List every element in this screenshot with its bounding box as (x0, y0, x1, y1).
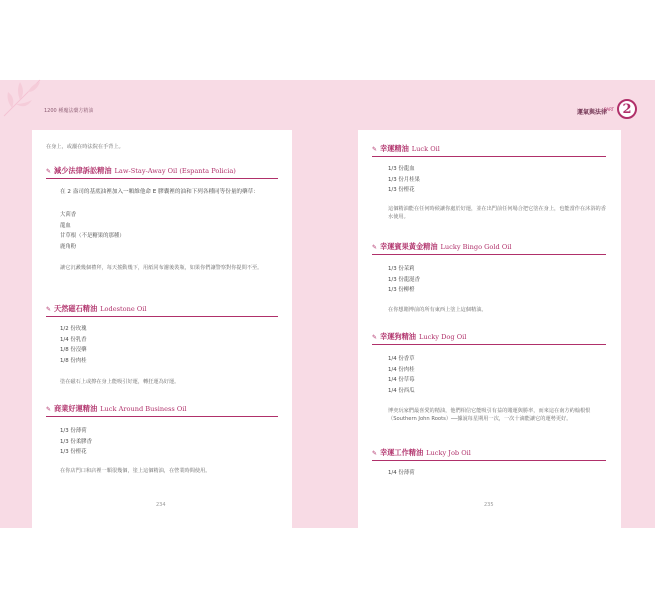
heading-title-en: Luck Oil (411, 145, 440, 153)
ingredient-list (388, 468, 415, 479)
part-number: 2 (617, 99, 637, 119)
list-item: 1/4 份薄荷 (388, 470, 415, 476)
list-item: 1/8 份肉桂 (60, 357, 87, 364)
heading-title-en: Lodestone Oil (100, 305, 147, 313)
list-item: 1/3 份柔膠香 (60, 438, 92, 445)
heading-title-en: Lucky Job Oil (426, 449, 471, 457)
section-heading (46, 404, 278, 417)
leaf-decoration-icon (2, 78, 42, 118)
section-body: 在 2 盎司的基底油裡加入一顆維他命 E 膠囊裡的油和下列各種同等份量的藥草： (60, 189, 259, 195)
ingredient-list (60, 210, 125, 252)
section-note: 讓它沉澱幾個禮拜，每天搖動幾下，用紙同布濾後裝瓶，如果你們讓警察對你提問不至。 (60, 265, 263, 271)
list-item: 1/4 份香草 (388, 356, 415, 362)
section-heading (372, 448, 606, 461)
heading-mark-icon: ✎ (46, 406, 52, 413)
ingredient-list (388, 354, 415, 396)
heading-mark-icon: ✎ (372, 334, 378, 341)
heading-title-cn: 減少法律訴訟精油 (54, 166, 112, 175)
list-item: 1/3 份月桂果 (388, 176, 420, 183)
list-item: 1/8 份沒藥 (60, 347, 87, 353)
section-note: 塗在磁石上或擦在身上能吸引好運，轉狂運為好運。 (60, 379, 180, 385)
left-running-head: 1200 種魔法藥方精油 (44, 108, 94, 114)
list-item: 1/4 份草莓 (388, 377, 415, 383)
section-heading (46, 166, 278, 179)
page-number: 234 (156, 502, 166, 508)
heading-title-cn: 幸運精油 (380, 144, 409, 153)
list-item: 1/4 份肉桂 (388, 366, 415, 373)
heading-title-cn: 天然磁石精油 (54, 304, 98, 313)
list-item: 1/3 份龍涎香 (388, 276, 420, 283)
heading-title-en: Law-Stay-Away Oil (Espanta Policia) (114, 167, 236, 175)
list-item: 1/2 份玫瑰 (60, 326, 87, 332)
list-item: 1/3 份茉莉 (388, 266, 415, 272)
part-badge (604, 99, 637, 119)
heading-mark-icon: ✎ (372, 146, 378, 153)
list-item: 1/3 份龍血 (388, 166, 415, 172)
heading-title-cn: 幸運工作精油 (380, 448, 424, 457)
section-heading (372, 144, 606, 157)
section-note: 博奕玩家們最喜愛的精油，他們相信它能吸引有益的賭運與勝率，而來這在南方約翰根恨（Southern John Roots）──據說每星期用一次，一次十滴能讓它的運勢更好。 (388, 408, 591, 422)
section-heading (372, 242, 606, 255)
list-item: 1/4 份乳香 (60, 336, 87, 343)
page-number: 235 (484, 502, 494, 508)
list-item: 1/3 份橙花 (60, 449, 87, 455)
list-item: 甘草根（不是糖果的那種） (60, 233, 125, 239)
heading-mark-icon: ✎ (46, 306, 52, 313)
list-item: 1/4 份西瓜 (388, 387, 415, 394)
right-running-head: 運氣與法律 (576, 109, 607, 116)
list-item: 大茴香 (60, 212, 77, 218)
heading-title-cn: 幸運賓果黃金精油 (380, 242, 438, 251)
heading-title-en: Lucky Dog Oil (418, 333, 467, 341)
heading-title-en: Lucky Bingo Gold Oil (440, 243, 512, 251)
list-item: 龍血 (60, 222, 71, 229)
ingredient-list (60, 426, 92, 458)
heading-title-cn: 幸運狗精油 (380, 332, 416, 341)
heading-mark-icon: ✎ (46, 168, 52, 175)
heading-title-en: Luck Around Business Oil (100, 405, 187, 413)
list-item: 1/3 份橙花 (388, 187, 415, 193)
left-page (32, 130, 292, 543)
section-note: 在你想賭博前的所有東西上塗上這個精油。 (388, 307, 487, 313)
section-note: 這個精油能在任何時候讓你處於好運，並在出門前任何場合把它塗在身上，也能當作在沐浴的香水使用。 (388, 206, 606, 220)
right-page (358, 130, 621, 543)
intro-text: 在身上，或灑在時法院在手背上。 (46, 144, 124, 150)
book-spread (0, 80, 655, 528)
list-item: 1/3 份柳橙 (388, 287, 415, 293)
section-heading (46, 304, 278, 317)
ingredient-list (388, 264, 420, 296)
section-note: 在你店門口和店裡一顆很幾個，塗上這個精油，在營業時間使用。 (60, 468, 211, 474)
ingredient-list (60, 324, 87, 366)
heading-mark-icon: ✎ (372, 244, 378, 251)
heading-title-cn: 商業好運精油 (54, 404, 98, 413)
ingredient-list (388, 164, 420, 196)
heading-mark-icon: ✎ (372, 450, 378, 457)
list-item: 鹿角粉 (60, 243, 77, 250)
list-item: 1/3 份薄荷 (60, 428, 87, 434)
section-heading (372, 332, 606, 345)
part-word: PART (604, 106, 614, 112)
